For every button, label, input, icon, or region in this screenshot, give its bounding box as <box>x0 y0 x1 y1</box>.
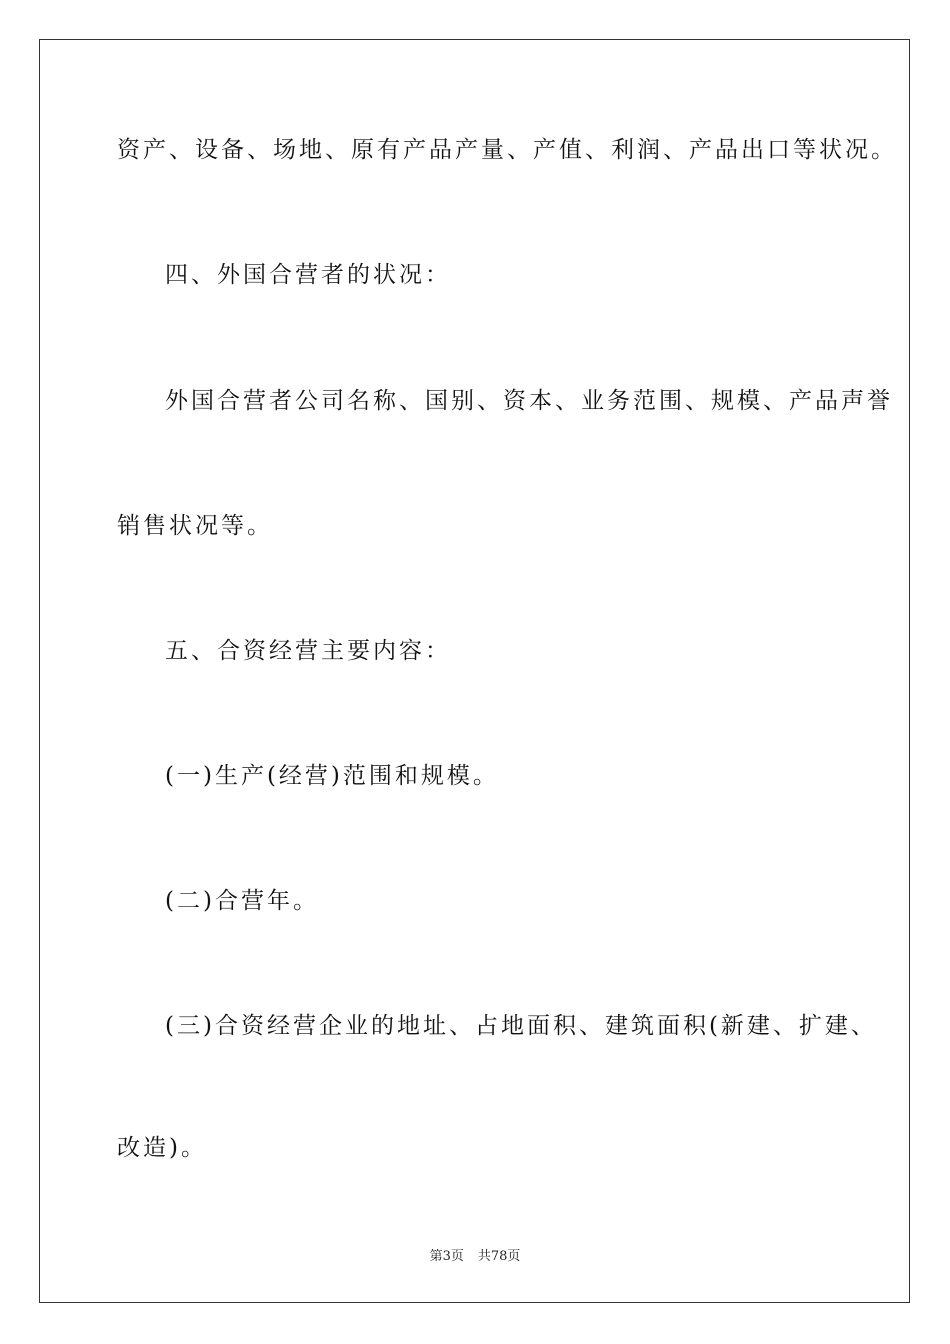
section-heading-4: 四、外国合营者的状况： <box>165 262 451 288</box>
list-item-2: (二)合营年。 <box>165 888 319 914</box>
page-number: 第3页 <box>429 1249 464 1264</box>
list-item-3: (三)合资经营企业的地址、占地面积、建筑面积(新建、扩建、 <box>165 1013 877 1039</box>
body-line-4: 销售状况等。 <box>117 513 273 539</box>
section-heading-5: 五、合资经营主要内容： <box>165 638 451 664</box>
list-item-1: (一)生产(经营)范围和规模。 <box>165 763 499 789</box>
body-line-3: 外国合营者公司名称、国别、资本、业务范围、规模、产品声誉 <box>165 388 893 414</box>
page-footer <box>0 1245 950 1264</box>
page-total: 共78页 <box>477 1249 521 1264</box>
page-border <box>39 39 910 1303</box>
body-line-1: 资产、设备、场地、原有产品产量、产值、利润、产品出口等状况。 <box>117 137 897 163</box>
body-line-9: 改造)。 <box>117 1135 207 1161</box>
